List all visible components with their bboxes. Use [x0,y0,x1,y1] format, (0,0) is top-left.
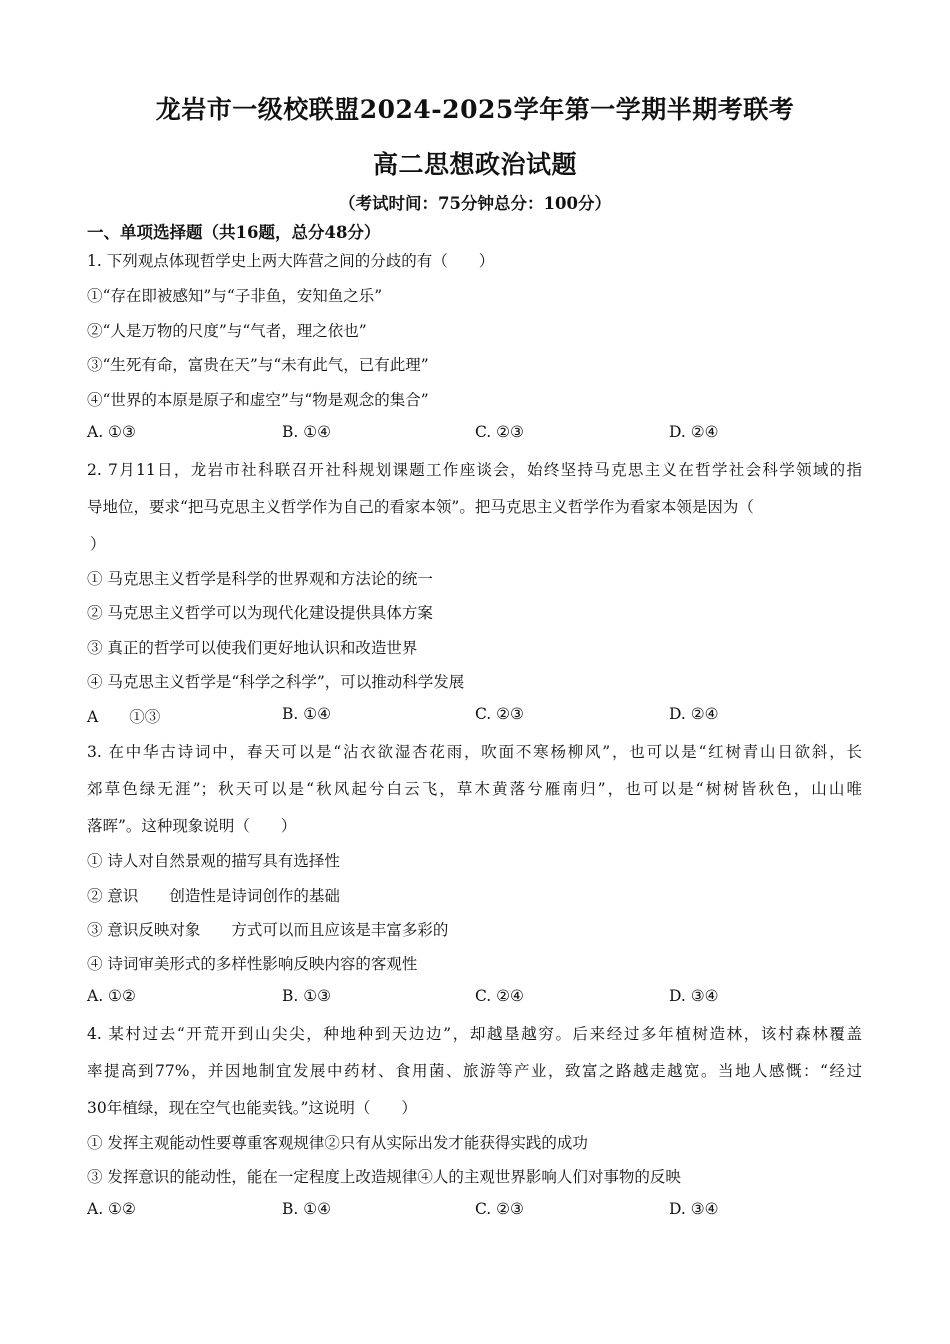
question-3-option-a: A. ①② [87,987,136,1005]
question-1-option-b: B. ①④ [282,423,332,441]
question-2-item-2: ② 马克思主义哲学可以为现代化建设提供具体方案 [87,604,433,622]
question-3-option-d: D. ③④ [669,987,719,1005]
question-3-option-c: C. ②④ [475,987,524,1005]
question-2-stem-line-1: 2. 7月11日，龙岩市社科联召开社科规划课题工作座谈会，始终坚持马克思主义在哲学社会科学领域的指 [87,461,862,479]
question-2-option-d: D. ②④ [669,705,719,723]
question-2-option-b: B. ①④ [282,705,332,723]
question-3-option-b: B. ①③ [282,987,332,1005]
question-2-option-a: A ①③ [87,708,161,726]
question-3-stem-line-2: 郊草色绿无涯”；秋天可以是“秋风起兮白云飞，草木黄落兮雁南归”，也可以是“树树皆秋色，山山唯 [87,780,862,798]
question-4-item-1-2: ① 发挥主观能动性要尊重客观规律②只有从实际出发才能获得实践的成功 [87,1134,588,1152]
question-3-stem-line-1: 3. 在中华古诗词中，春天可以是“沾衣欲湿杏花雨，吹面不寒杨柳风”，也可以是“红树青山日欲斜，长 [87,743,862,761]
question-1-option-a: A. ①③ [87,423,136,441]
exam-title: 龙岩市一级校联盟2024-2025学年第一学期半期考联考 [155,95,795,124]
question-1-item-2: ②“人是万物的尺度”与“气者，理之依也” [87,322,367,340]
question-2-stem-line-2: 导地位，要求“把马克思主义哲学作为自己的看家本领”。把马克思主义哲学作为看家本领是因为（ [87,498,754,516]
question-1-item-3: ③“生死有命，富贵在天”与“未有此气，已有此理” [87,356,429,374]
question-4-option-b: B. ①④ [282,1200,332,1218]
question-3-item-3: ③ 意识反映对象 方式可以而且应该是丰富多彩的 [87,921,449,939]
question-4-item-3-4: ③ 发挥意识的能动性，能在一定程度上改造规律④人的主观世界影响人们对事物的反映 [87,1168,681,1186]
question-2-item-3: ③ 真正的哲学可以使我们更好地认识和改造世界 [87,639,418,657]
question-4-stem-line-2: 率提高到77%，并因地制宜发展中药材、食用菌、旅游等产业，致富之路越走越宽。当地人感慨：“经过 [87,1062,862,1080]
question-2-item-4: ④ 马克思主义哲学是“科学之科学”，可以推动科学发展 [87,673,465,691]
question-4-option-a: A. ①② [87,1200,136,1218]
question-1-option-d: D. ②④ [669,423,719,441]
question-3-item-4: ④ 诗词审美形式的多样性影响反映内容的客观性 [87,955,418,973]
question-2-option-c: C. ②③ [475,705,524,723]
question-4-stem-line-3: 30年植绿，现在空气也能卖钱。”这说明（ ） [87,1099,417,1117]
question-4-stem-line-1: 4. 某村过去“开荒开到山尖尖，种地种到天边边”，却越垦越穷。后来经过多年植树造林，该村森林覆盖 [87,1025,862,1043]
question-3-item-1: ① 诗人对自然景观的描写具有选择性 [87,852,340,870]
question-1-stem: 1. 下列观点体现哲学史上两大阵营之间的分歧的有（ ） [87,252,495,270]
question-3-item-2: ② 意识 创造性是诗词创作的基础 [87,887,340,905]
question-2-item-1: ① 马克思主义哲学是科学的世界观和方法论的统一 [87,570,433,588]
question-1-item-1: ①“存在即被感知”与“子非鱼，安知鱼之乐” [87,287,383,305]
exam-info: （考试时间：75分钟总分：100分） [339,194,611,213]
question-4-option-d: D. ③④ [669,1200,719,1218]
section-heading: 一、单项选择题（共16题，总分48分） [87,223,381,242]
question-2-stem-line-3: ） [90,535,106,553]
question-4-option-c: C. ②③ [475,1200,524,1218]
question-1-item-4: ④“世界的本原是原子和虚空”与“物是观念的集合” [87,391,429,409]
question-3-stem-line-3: 落晖”。这种现象说明（ ） [87,817,297,835]
question-1-option-c: C. ②③ [475,423,524,441]
exam-subject-title: 高二思想政治试题 [372,150,577,179]
